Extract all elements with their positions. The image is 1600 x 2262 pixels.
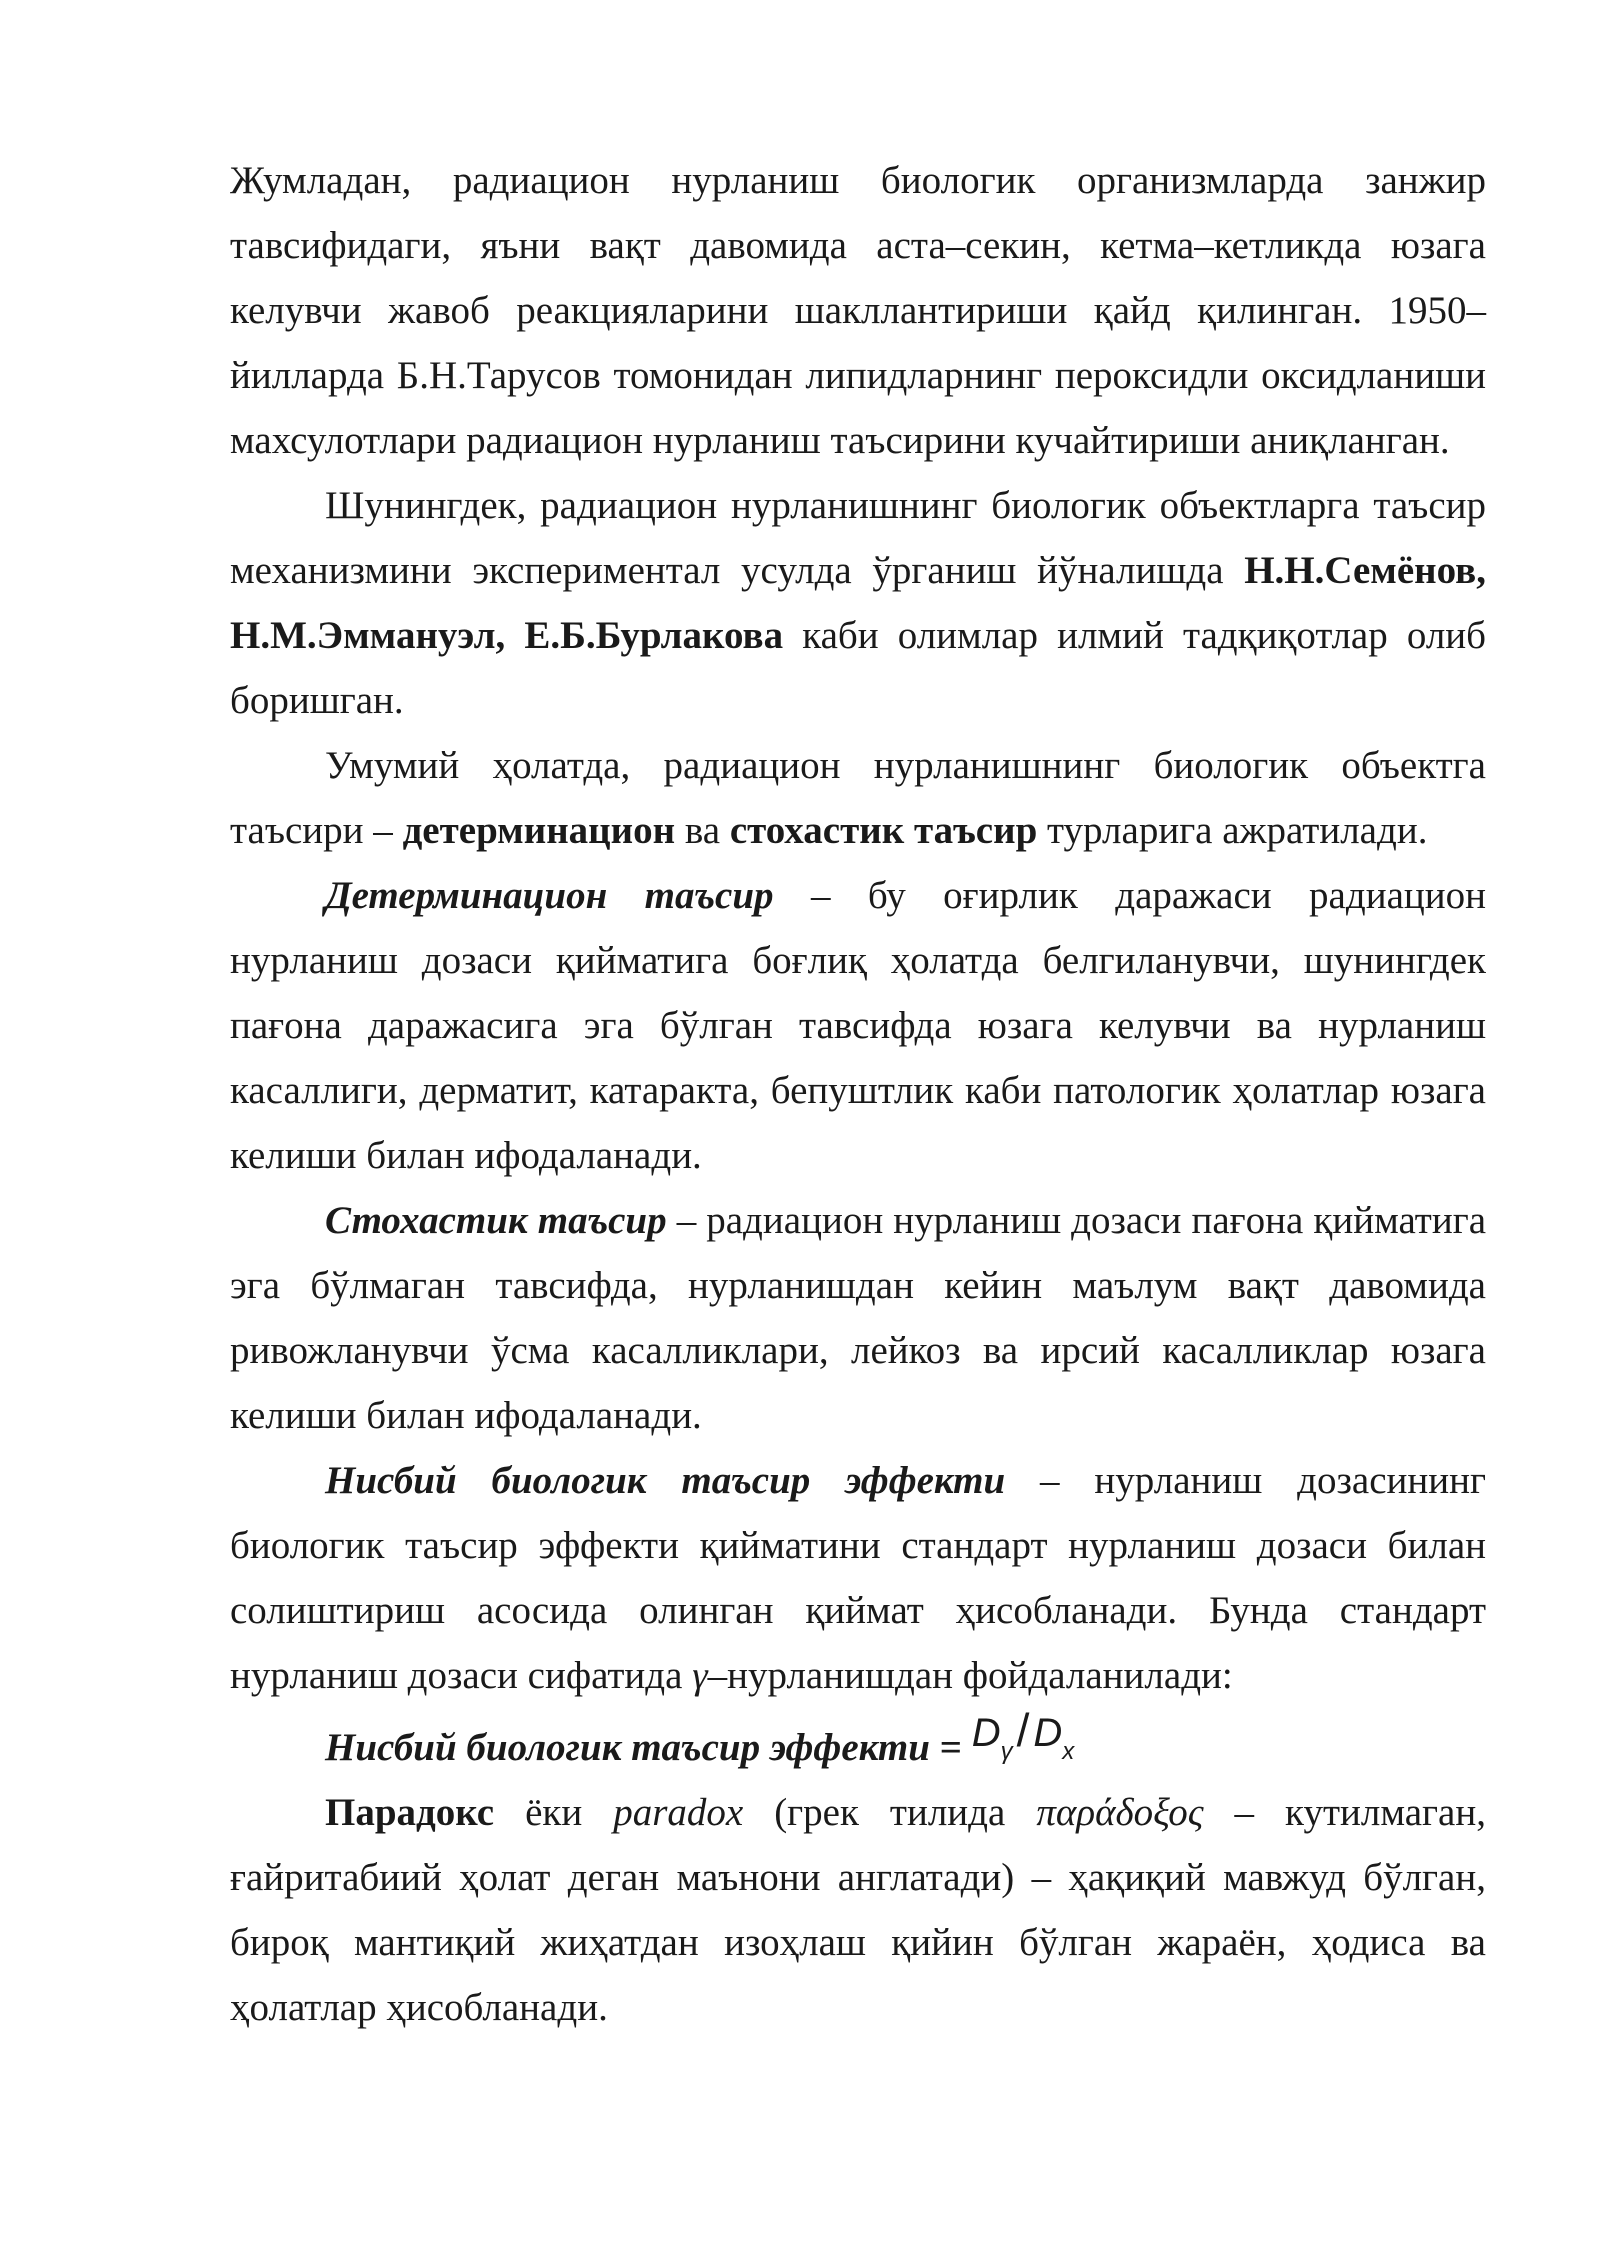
- scientist-names: Н.Н.Семёнов, Н.М.Эммануэл, Е.Б.Бурлакова: [230, 549, 1486, 657]
- formula-numerator: D: [971, 1711, 1001, 1755]
- term-deterministic-effect: Детерминацион таъсир: [325, 874, 774, 917]
- term-stochastic-effect: Стохастик таъсир: [325, 1199, 667, 1242]
- paragraph-5: [230, 1188, 1486, 1448]
- paragraph-7: [230, 1780, 1486, 2040]
- formula-denominator-sub: x: [1062, 1738, 1075, 1765]
- term-relative-biological-effect: Нисбий биологик таъсир эффекти: [325, 1459, 1006, 1502]
- paragraph-7-text-b: (грек тилида: [743, 1791, 1037, 1834]
- term-determinatsion: детерминацион: [402, 809, 676, 852]
- paragraph-6: [230, 1448, 1486, 1708]
- paragraph-1-text: Жумладан, радиацион нурланиш биологик организмларда занжир тавсифидаги, яъни вақт давомида аста–секин, кетма–кетликда юзага келувчи жавоб реакцияларини шакллантириши қайд қилинган. 1950–йилларда Б.Н.Тарусов томонидан липидларнинг пероксидли оксидланиши махсулотлари радиацион нурланиш таъсирини кучайтириши аниқланган.: [230, 159, 1486, 462]
- formula-label: Нисбий биологик таъсир эффекти: [325, 1726, 930, 1769]
- paragraph-6-text-start: – нурланиш дозасининг биологик таъсир эффекти қийматини стандарт нурланиш дозаси билан солиштириш асосида олинган қиймат ҳисобланади. Бунда стандарт нурланиш дозаси сифатида: [230, 1459, 1486, 1697]
- paragraph-3-text-start: Умумий ҳолатда, радиацион нурланишнинг биологик объектга таъсири –: [230, 744, 1486, 852]
- formula-equals: =: [929, 1726, 972, 1769]
- paragraph-6-text-end: –нурланишдан фойдаланилади:: [707, 1654, 1233, 1697]
- formula-slash: /: [1016, 1704, 1030, 1756]
- paradox-latin: paradox: [613, 1791, 744, 1834]
- paragraph-7-text-a: ёки: [494, 1791, 614, 1834]
- paragraph-3-conjunction: ва: [675, 809, 730, 852]
- document-page: [230, 148, 1486, 2040]
- paragraph-4: [230, 863, 1486, 1188]
- paragraph-2: [230, 473, 1486, 733]
- formula-line: [230, 1704, 1486, 1780]
- paragraph-7-text-c: – кутилмаган, ғайритабиий ҳолат деган маънони англатади) – ҳақиқий мавжуд бўлган, бироқ мантиқий жиҳатдан изоҳлаш қийин бўлган жараён, ҳодиса ва ҳолатлар ҳисобланади.: [230, 1791, 1486, 2029]
- paragraph-2-text-start: Шунингдек, радиацион нурланишнинг биологик объектларга таъсир механизмини экспериментал усулда ўрганиш йўналишда: [230, 484, 1486, 592]
- paragraph-4-text: – бу оғирлик даражаси радиацион нурланиш дозаси қийматига боғлиқ ҳолатда белгиланувчи, шунингдек пағона даражасига эга бўлган тавсифда юзага келувчи ва нурланиш касаллиги, дерматит, катаракта, бепуштлик каби патологик ҳолатлар юзага келиши билан ифодаланади.: [230, 874, 1486, 1177]
- formula-expression: [971, 1704, 1075, 1765]
- gamma-symbol: γ: [692, 1654, 708, 1697]
- paragraph-1: [230, 148, 1486, 473]
- formula-denominator: D: [1033, 1711, 1063, 1755]
- formula-numerator-sub: γ: [1000, 1738, 1013, 1765]
- paradox-greek: παράδοξος: [1036, 1791, 1204, 1834]
- paragraph-2-text-end: каби олимлар илмий тадқиқотлар олиб боришган.: [230, 614, 1487, 722]
- term-stokhastik: стохастик таъсир: [729, 809, 1038, 852]
- paragraph-3: [230, 733, 1486, 863]
- paragraph-3-text-end: турларига ажратилади.: [1037, 809, 1428, 852]
- paragraph-5-text: – радиацион нурланиш дозаси пағона қийматига эга бўлмаган тавсифда, нурланишдан кейин маълум вақт давомида ривожланувчи ўсма касалликлари, лейкоз ва ирсий касалликлар юзага келиши билан ифодаланади.: [230, 1199, 1487, 1437]
- term-paradox: Парадокс: [325, 1791, 495, 1834]
